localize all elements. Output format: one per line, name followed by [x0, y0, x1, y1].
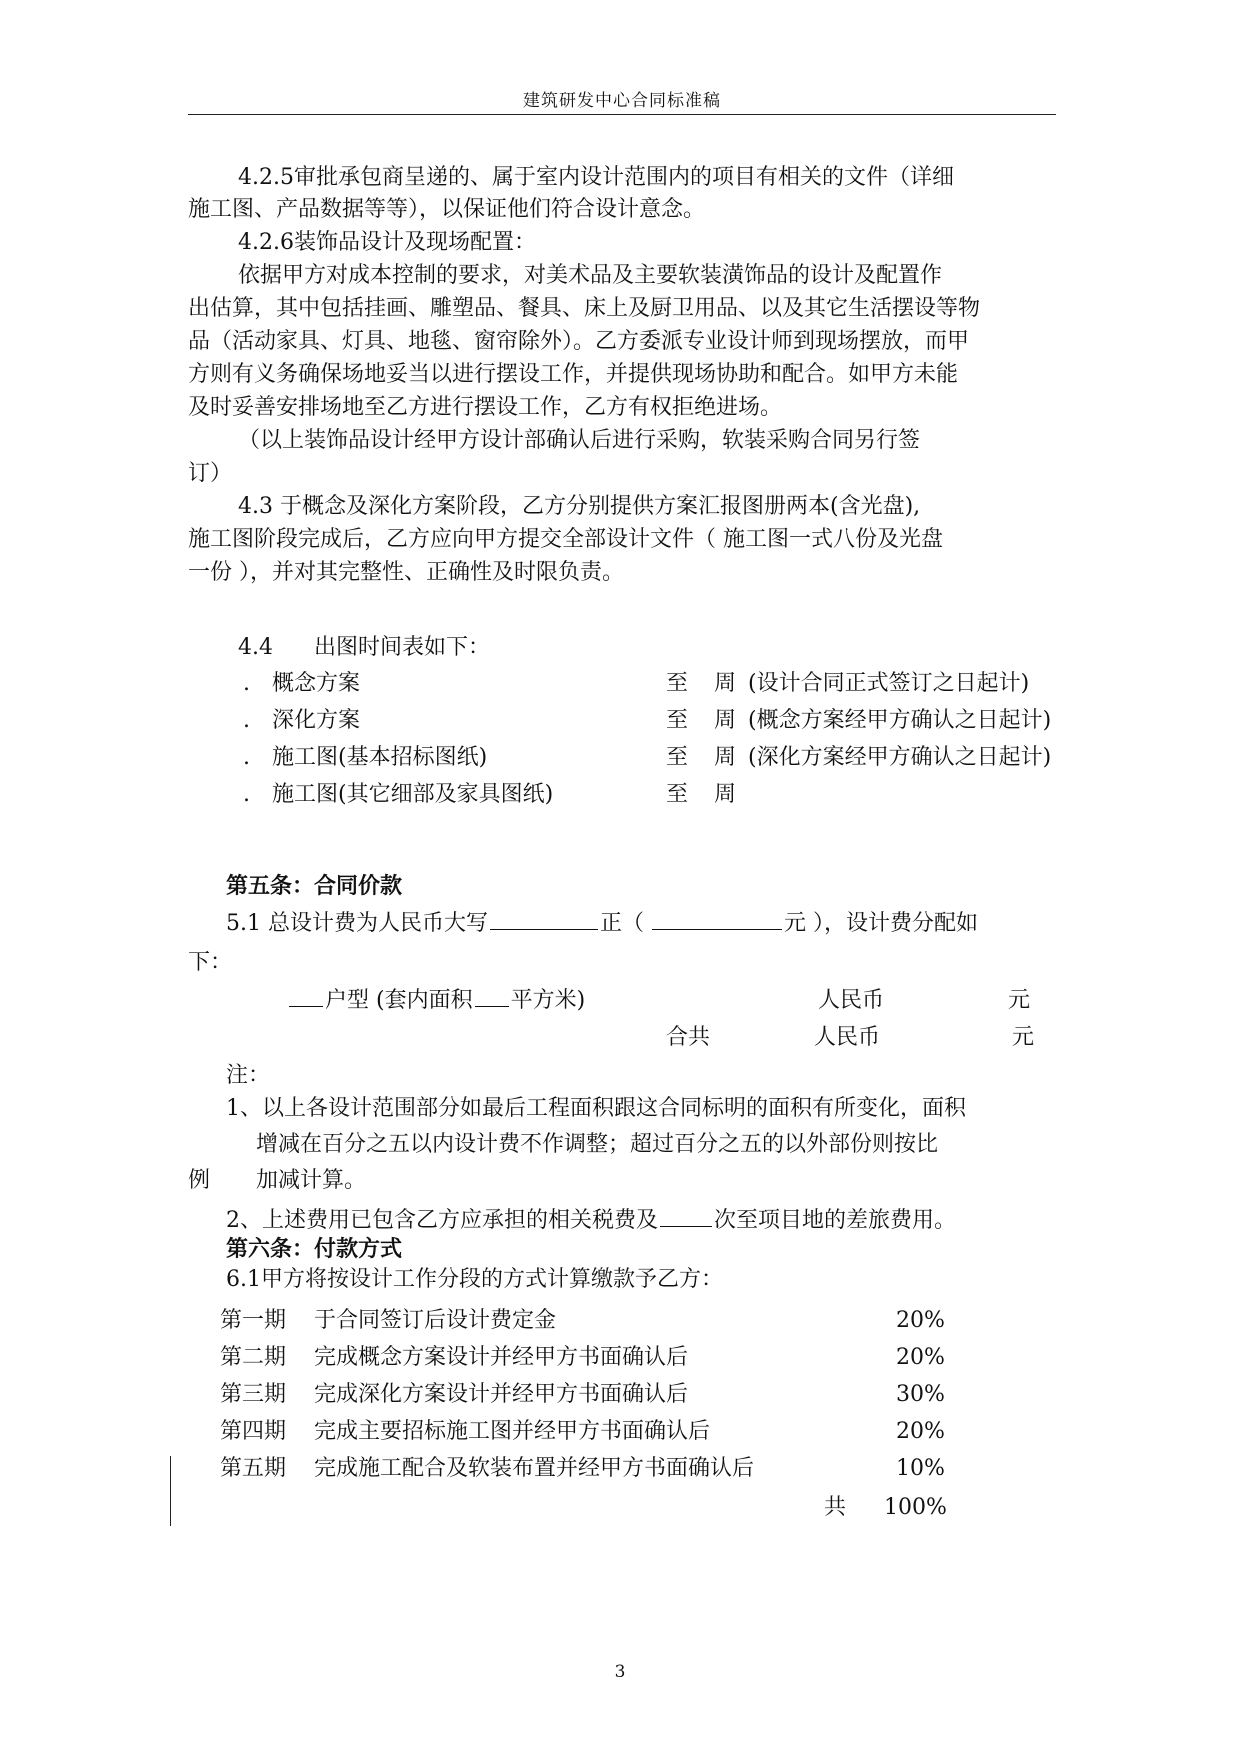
note-1-line1: 1、以上各设计范围部分如最后工程面积跟这合同标明的面积有所变化，面积 — [226, 1096, 966, 1121]
clause-4-2-6-line3: 品（活动家具、灯具、地毯、窗帘除外）。乙方委派专业设计师到现场摆放，而甲 — [188, 329, 970, 354]
change-bar — [170, 1456, 171, 1526]
payment-phase: 第五期 — [220, 1456, 287, 1481]
schedule-item: 深化方案 — [272, 708, 361, 733]
schedule-item: 概念方案 — [272, 671, 361, 696]
schedule-bullet: . — [243, 708, 250, 733]
article-5-1-text-b: 正（ — [599, 911, 644, 936]
clause-4-3-line3: 一份 ），并对其完整性、正确性及时限负责。 — [188, 560, 624, 585]
clause-4-4-number: 4.4 — [238, 635, 273, 660]
unit-type-line — [287, 990, 585, 1012]
unit-type-label: 户型 (套内面积 — [325, 988, 473, 1013]
total-rmb-label: 人民币 — [814, 1025, 881, 1050]
note-label: 注： — [226, 1063, 271, 1088]
payment-pct: 20% — [896, 1308, 945, 1333]
schedule-bullet: . — [243, 671, 250, 696]
clause-4-2-6-line5: 及时妥善安排场地至乙方进行摆设工作，乙方有权拒绝进场。 — [188, 395, 783, 420]
amount-figure-blank — [652, 928, 782, 930]
clause-4-2-6-line2: 出估算，其中包括挂画、雕塑品、餐具、床上及厨卫用品、以及其它生活摆设等物 — [188, 296, 981, 321]
schedule-week: 周 — [714, 708, 737, 733]
clause-4-2-6-note-line1: （以上装饰品设计经甲方设计部确认后进行采购，软装采购合同另行签 — [238, 428, 921, 453]
unit-area-blank — [475, 1005, 509, 1007]
schedule-note: (深化方案经甲方确认之日起计) — [748, 745, 1052, 770]
payment-desc: 完成主要招标施工图并经甲方书面确认后 — [314, 1419, 711, 1444]
clause-4-3-line1: 4.3 于概念及深化方案阶段，乙方分别提供方案汇报图册两本(含光盘), — [238, 494, 921, 519]
schedule-bullet: . — [243, 782, 250, 807]
clause-4-4-title: 出图时间表如下： — [314, 635, 491, 660]
clause-4-2-6-note-line2: 订） — [188, 461, 233, 486]
payment-total-label: 共 — [824, 1495, 847, 1520]
payment-phase: 第一期 — [220, 1308, 287, 1333]
unit-type-blank — [289, 1005, 323, 1007]
payment-desc: 完成施工配合及软装布置并经甲方书面确认后 — [314, 1456, 755, 1481]
payment-pct: 10% — [896, 1456, 945, 1481]
payment-phase: 第二期 — [220, 1345, 287, 1370]
payment-total-pct: 100% — [884, 1495, 947, 1520]
unit-yuan-label: 元 — [1008, 988, 1031, 1013]
payment-pct: 30% — [896, 1382, 945, 1407]
article-5-1-line2: 下： — [188, 950, 233, 975]
note-1-line3-prefix: 例 — [188, 1168, 211, 1193]
payment-pct: 20% — [896, 1419, 945, 1444]
note-1-line3: 加减计算。 — [256, 1168, 367, 1193]
payment-desc: 于合同签订后设计费定金 — [314, 1308, 557, 1333]
payment-phase: 第四期 — [220, 1419, 287, 1444]
total-yuan-label: 元 — [1012, 1025, 1035, 1050]
unit-rmb-label: 人民币 — [818, 988, 885, 1013]
article-5-1-text-c: 元 ），设计费分配如 — [784, 911, 978, 936]
schedule-to: 至 — [666, 782, 689, 807]
payment-desc: 完成概念方案设计并经甲方书面确认后 — [314, 1345, 689, 1370]
schedule-week: 周 — [714, 671, 737, 696]
schedule-bullet: . — [243, 745, 250, 770]
clause-4-3-line2: 施工图阶段完成后，乙方应向甲方提交全部设计文件（ 施工图一式八份及光盘 — [188, 527, 943, 552]
clause-4-2-6-line1: 依据甲方对成本控制的要求，对美术品及主要软装潢饰品的设计及配置作 — [238, 263, 943, 288]
page-header-title: 建筑研发中心合同标准稿 — [188, 86, 1056, 115]
trip-count-blank — [660, 1225, 712, 1227]
schedule-to: 至 — [666, 745, 689, 770]
note-2-text-b: 次至项目地的差旅费用。 — [714, 1208, 957, 1233]
article-5-1-text-a: 5.1 总设计费为人民币大写 — [226, 911, 488, 936]
schedule-note: (概念方案经甲方确认之日起计) — [748, 708, 1052, 733]
note-2-text-a: 2、上述费用已包含乙方应承担的相关税费及 — [226, 1208, 658, 1233]
note-1-line2: 增减在百分之五以内设计费不作调整；超过百分之五的以外部份则按比 — [256, 1132, 939, 1157]
article-5-heading: 第五条：合同价款 — [226, 873, 403, 899]
schedule-item: 施工图(基本招标图纸) — [272, 745, 488, 770]
payment-phase: 第三期 — [220, 1382, 287, 1407]
page-number: 3 — [614, 1662, 626, 1682]
schedule-to: 至 — [666, 671, 689, 696]
schedule-week: 周 — [714, 782, 737, 807]
schedule-note: (设计合同正式签订之日起计) — [748, 671, 1030, 696]
article-6-heading: 第六条：付款方式 — [226, 1236, 403, 1262]
clause-4-2-5-line2: 施工图、产品数据等等），以保证他们符合设计意念。 — [188, 197, 706, 222]
amount-words-blank — [490, 928, 598, 930]
article-6-1-intro: 6.1甲方将按设计工作分段的方式计算缴款予乙方： — [226, 1267, 723, 1292]
payment-pct: 20% — [896, 1345, 945, 1370]
clause-4-2-6-line4: 方则有义务确保场地妥当以进行摆设工作，并提供现场协助和配合。如甲方未能 — [188, 362, 959, 387]
total-label: 合共 — [666, 1025, 711, 1050]
clause-4-2-6-heading: 4.2.6装饰品设计及现场配置： — [238, 230, 536, 255]
schedule-to: 至 — [666, 708, 689, 733]
schedule-item: 施工图(其它细部及家具图纸) — [272, 782, 554, 807]
unit-area-label: 平方米) — [510, 988, 586, 1013]
clause-4-2-5-line1: 4.2.5审批承包商呈递的、属于室内设计范围内的项目有相关的文件（详细 — [238, 165, 954, 190]
article-5-1-line1 — [226, 913, 978, 935]
payment-desc: 完成深化方案设计并经甲方书面确认后 — [314, 1382, 689, 1407]
schedule-week: 周 — [714, 745, 737, 770]
note-2 — [226, 1210, 956, 1232]
